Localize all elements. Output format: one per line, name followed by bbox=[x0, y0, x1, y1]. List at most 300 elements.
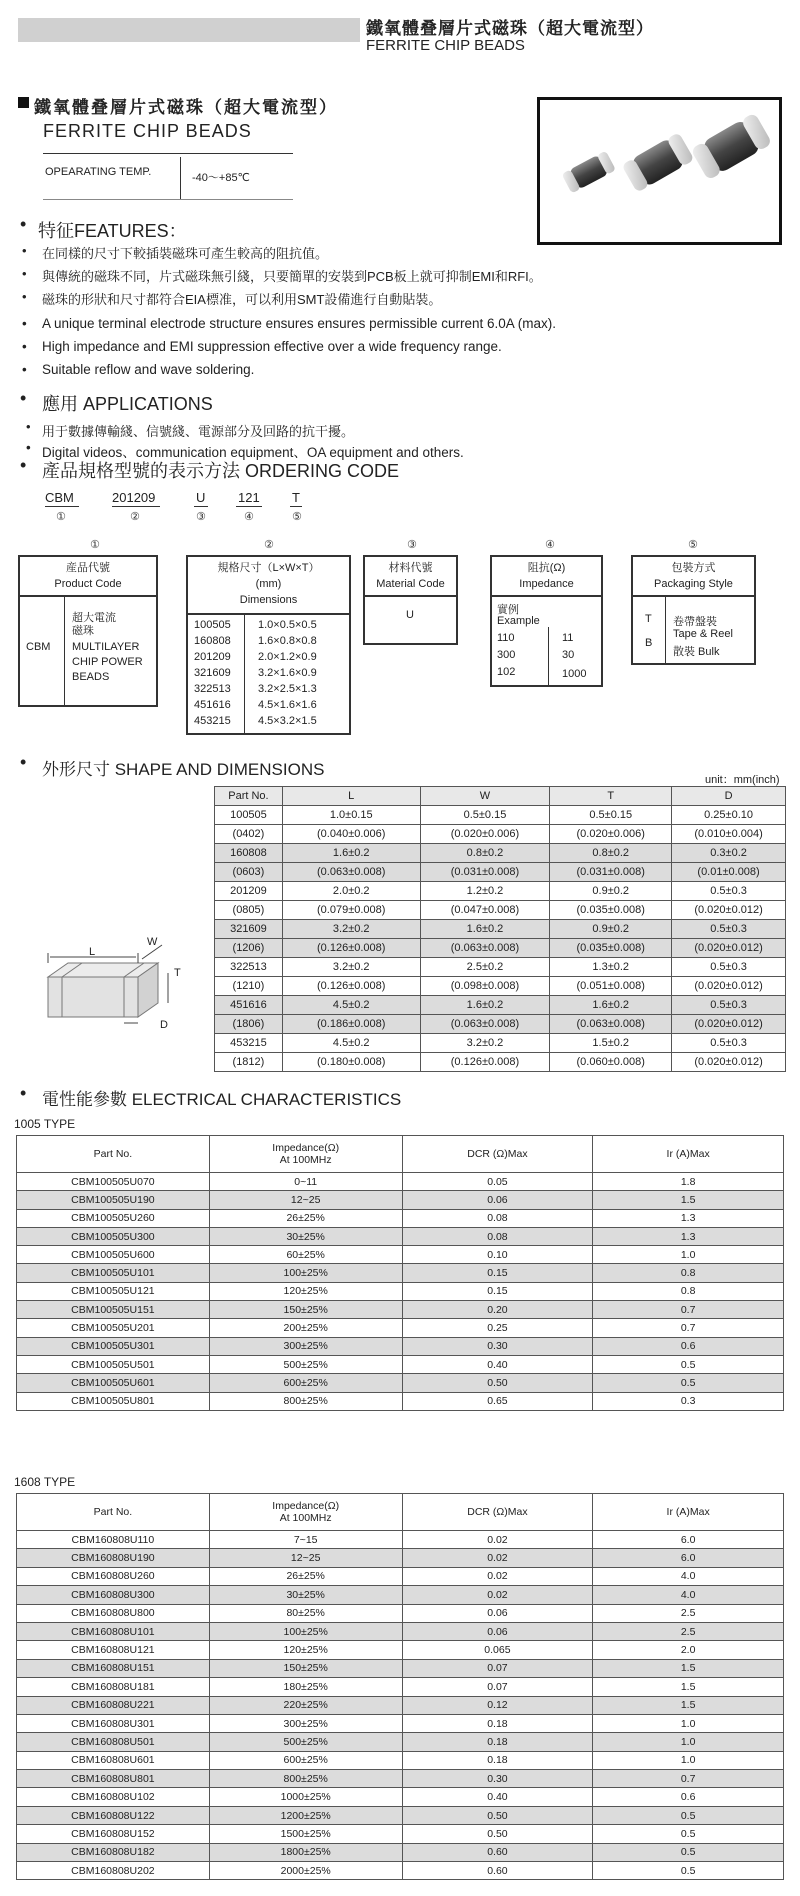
table-cell: CBM100505U101 bbox=[17, 1264, 210, 1282]
table-cell: 60±25% bbox=[209, 1246, 402, 1264]
code-part: 201209 bbox=[112, 490, 156, 505]
table-cell: 1500±25% bbox=[209, 1825, 402, 1843]
table-cell: (0805) bbox=[215, 901, 283, 920]
table-cell: 0.06 bbox=[402, 1622, 593, 1640]
table-row bbox=[215, 806, 786, 825]
feature-bullet: • bbox=[22, 339, 27, 354]
table-cell: 0.8±0.2 bbox=[420, 844, 550, 863]
type-1005-label: 1005 TYPE bbox=[14, 1117, 76, 1131]
table-row bbox=[17, 1843, 784, 1861]
table-cell: 0.15 bbox=[402, 1264, 593, 1282]
table-row bbox=[17, 1355, 784, 1373]
table-cell: 0~11 bbox=[209, 1173, 402, 1191]
table-cell: (1206) bbox=[215, 939, 283, 958]
product-desc-cn1: 超大電流 bbox=[72, 612, 116, 624]
table-cell: 0.8±0.2 bbox=[550, 844, 672, 863]
table-row bbox=[17, 1586, 784, 1604]
table-cell: 0.18 bbox=[402, 1733, 593, 1751]
table-cell: 0.08 bbox=[402, 1227, 593, 1245]
table-cell: 180±25% bbox=[209, 1678, 402, 1696]
table-cell: 600±25% bbox=[209, 1374, 402, 1392]
table-cell: 500±25% bbox=[209, 1733, 402, 1751]
material-code-en: Material Code bbox=[376, 578, 445, 590]
code-underline bbox=[236, 506, 262, 507]
table-cell: (0.063±0.008) bbox=[420, 939, 550, 958]
table-cell: (0603) bbox=[215, 863, 283, 882]
table-cell: 0.8 bbox=[593, 1264, 784, 1282]
table-cell: 0.05 bbox=[402, 1173, 593, 1191]
feature-cn-1: 在同樣的尺寸下較插裝磁珠可產生較高的阻抗值。 bbox=[42, 246, 329, 261]
table-cell: 0.02 bbox=[402, 1567, 593, 1585]
table-cell: CBM100505U260 bbox=[17, 1209, 210, 1227]
table-row bbox=[17, 1549, 784, 1567]
table-cell: 321609 bbox=[215, 920, 283, 939]
table-cell: (0.020±0.012) bbox=[672, 977, 786, 996]
chip-beads-image bbox=[540, 100, 779, 242]
dimension-size: 1.0×0.5×0.5 bbox=[258, 619, 317, 631]
table-cell: 26±25% bbox=[209, 1567, 402, 1585]
label-l: L bbox=[89, 946, 96, 958]
packaging-t-cn: 卷帶盤裝 bbox=[673, 616, 717, 628]
product-desc-en3: BEADS bbox=[72, 671, 110, 683]
packaging-b-cn: 散裝 Bulk bbox=[673, 646, 720, 658]
table-cell: 100505 bbox=[215, 806, 283, 825]
table-cell: (0.047±0.008) bbox=[420, 901, 550, 920]
table-row bbox=[215, 825, 786, 844]
table-row bbox=[215, 844, 786, 863]
table-cell: 0.18 bbox=[402, 1751, 593, 1769]
table-cell: CBM160808U151 bbox=[17, 1659, 210, 1677]
box-index: ④ bbox=[545, 539, 555, 551]
table-cell: 0.15 bbox=[402, 1282, 593, 1300]
code-index: ⑤ bbox=[292, 511, 302, 523]
table-cell: 0.7 bbox=[593, 1319, 784, 1337]
table-row bbox=[17, 1264, 784, 1282]
shape-title: 外形尺寸 SHAPE AND DIMENSIONS bbox=[42, 760, 325, 779]
table-cell: 1.0 bbox=[593, 1714, 784, 1732]
table-row bbox=[17, 1788, 784, 1806]
table-cell: 0.3±0.2 bbox=[672, 844, 786, 863]
table-cell: 0.6 bbox=[593, 1337, 784, 1355]
table-cell: 1.5 bbox=[593, 1678, 784, 1696]
table-cell: 0.5±0.15 bbox=[420, 806, 550, 825]
table-row bbox=[215, 939, 786, 958]
col-header: L bbox=[282, 787, 420, 806]
table-cell: CBM160808U300 bbox=[17, 1586, 210, 1604]
table-cell: (0.180±0.008) bbox=[282, 1053, 420, 1072]
table-cell: (0.098±0.008) bbox=[420, 977, 550, 996]
divider bbox=[64, 597, 65, 705]
feature-bullet: • bbox=[22, 289, 27, 304]
table-row bbox=[17, 1622, 784, 1640]
dimension-row bbox=[188, 683, 349, 699]
table-row bbox=[215, 920, 786, 939]
table-cell: 0.10 bbox=[402, 1246, 593, 1264]
table-cell: 0.5 bbox=[593, 1806, 784, 1824]
table-cell: 453215 bbox=[215, 1034, 283, 1053]
code-index: ① bbox=[56, 511, 66, 523]
table-cell: 100±25% bbox=[209, 1264, 402, 1282]
table-cell: 1.3 bbox=[593, 1209, 784, 1227]
table-cell: (0.079±0.008) bbox=[282, 901, 420, 920]
packaging-t-en: Tape & Reel bbox=[673, 628, 733, 640]
box-index: ② bbox=[264, 539, 274, 551]
table-cell: 0.02 bbox=[402, 1586, 593, 1604]
impedance-ohm: 1000 bbox=[562, 668, 587, 680]
bullet-icon: • bbox=[20, 388, 27, 408]
table-cell: 1.0±0.15 bbox=[282, 806, 420, 825]
dimension-row bbox=[188, 635, 349, 651]
table-cell: 0.5±0.3 bbox=[672, 996, 786, 1015]
dimension-size: 2.0×1.2×0.9 bbox=[258, 651, 317, 663]
impedance-code: 300 bbox=[497, 649, 516, 661]
table-cell: (0.035±0.008) bbox=[550, 939, 672, 958]
table-row bbox=[17, 1696, 784, 1714]
table-cell: 1.3±0.2 bbox=[550, 958, 672, 977]
table-cell: 1.5 bbox=[593, 1696, 784, 1714]
dimension-size: 3.2×2.5×1.3 bbox=[258, 683, 317, 695]
dimension-row bbox=[188, 715, 349, 731]
table-cell: 800±25% bbox=[209, 1770, 402, 1788]
table-cell: 3.2±0.2 bbox=[282, 920, 420, 939]
table-cell: CBM160808U190 bbox=[17, 1549, 210, 1567]
table-row bbox=[17, 1567, 784, 1585]
material-code-value: U bbox=[406, 609, 414, 621]
table-cell: 0.30 bbox=[402, 1770, 593, 1788]
table-cell: CBM160808U221 bbox=[17, 1696, 210, 1714]
product-code-value: CBM bbox=[26, 641, 51, 653]
impedance-example-cn: 實例 bbox=[497, 604, 519, 616]
col-header: DCR (Ω)Max bbox=[402, 1494, 593, 1531]
table-row bbox=[215, 1015, 786, 1034]
table-row bbox=[17, 1301, 784, 1319]
material-code-cn: 材料代號 bbox=[388, 562, 433, 574]
product-code-cn: 産品代號 bbox=[66, 562, 110, 574]
table-cell: 0.06 bbox=[402, 1604, 593, 1622]
col-header: DCR (Ω)Max bbox=[402, 1136, 593, 1173]
col-header: Part No. bbox=[215, 787, 283, 806]
table-cell: 0.5±0.3 bbox=[672, 920, 786, 939]
op-temp-label: OPEARATING TEMP. bbox=[45, 166, 152, 178]
feature-cn-2: 與傳統的磁珠不同，片式磁珠無引綫，只要簡單的安裝到PCB板上就可抑制EMI和RFI。 bbox=[42, 269, 542, 284]
product-desc-cn2: 磁珠 bbox=[72, 625, 94, 637]
table-cell: (0.031±0.008) bbox=[550, 863, 672, 882]
electrical-title: 電性能參數 ELECTRICAL CHARACTERISTICS bbox=[42, 1090, 402, 1109]
table-cell: 1.6±0.2 bbox=[420, 920, 550, 939]
table-cell: (0.126±0.008) bbox=[420, 1053, 550, 1072]
table-cell: 2.5±0.2 bbox=[420, 958, 550, 977]
label-d: D bbox=[160, 1019, 168, 1031]
label-w: W bbox=[147, 936, 158, 948]
box-index: ① bbox=[90, 539, 100, 551]
table-cell: 201209 bbox=[215, 882, 283, 901]
feature-cn-3: 磁珠的形狀和尺寸都符合EIA標准，可以利用SMT設備進行自動貼裝。 bbox=[42, 292, 442, 307]
table-cell: (0.040±0.006) bbox=[282, 825, 420, 844]
table-cell: 3.2±0.2 bbox=[420, 1034, 550, 1053]
table-cell: 1.2±0.2 bbox=[420, 882, 550, 901]
table-cell: 0.5 bbox=[593, 1825, 784, 1843]
table-cell: (0.051±0.008) bbox=[550, 977, 672, 996]
table-cell: CBM100505U300 bbox=[17, 1227, 210, 1245]
table-cell: 0.7 bbox=[593, 1770, 784, 1788]
table-cell: 0.065 bbox=[402, 1641, 593, 1659]
table-cell: 800±25% bbox=[209, 1392, 402, 1410]
table-cell: CBM160808U110 bbox=[17, 1531, 210, 1549]
table-cell: (0402) bbox=[215, 825, 283, 844]
table-cell: 0.5±0.15 bbox=[550, 806, 672, 825]
table-row bbox=[215, 958, 786, 977]
freq-label: At 100MHz bbox=[279, 1512, 332, 1524]
table-cell: 120±25% bbox=[209, 1641, 402, 1659]
table-row bbox=[215, 977, 786, 996]
col-header: T bbox=[550, 787, 672, 806]
dimension-size: 4.5×1.6×1.6 bbox=[258, 699, 317, 711]
dimension-size: 1.6×0.8×0.8 bbox=[258, 635, 317, 647]
table-row bbox=[215, 882, 786, 901]
applications-title: 應用 APPLICATIONS bbox=[42, 394, 213, 414]
table-cell: 4.5±0.2 bbox=[282, 1034, 420, 1053]
col-header: W bbox=[420, 787, 550, 806]
table-cell: 30±25% bbox=[209, 1227, 402, 1245]
code-underline bbox=[290, 506, 302, 507]
table-cell: (0.031±0.008) bbox=[420, 863, 550, 882]
table-cell: 0.5±0.3 bbox=[672, 958, 786, 977]
table-cell: 0.40 bbox=[402, 1355, 593, 1373]
table-cell: 2.0±0.2 bbox=[282, 882, 420, 901]
product-desc-en1: MULTILAYER bbox=[72, 641, 140, 653]
table-cell: 0.12 bbox=[402, 1696, 593, 1714]
box-index: ③ bbox=[407, 539, 417, 551]
code-part: T bbox=[292, 490, 300, 505]
impedance-code: 110 bbox=[497, 632, 515, 644]
table-cell: 3.2±0.2 bbox=[282, 958, 420, 977]
table-row bbox=[17, 1678, 784, 1696]
col-header-impedance bbox=[209, 1136, 402, 1173]
table-cell: 0.60 bbox=[402, 1843, 593, 1861]
table-cell: 0.18 bbox=[402, 1714, 593, 1732]
product-photo bbox=[537, 97, 782, 245]
impedance-example-en: Example bbox=[497, 615, 540, 627]
dimension-code: 453215 bbox=[194, 715, 231, 727]
table-row bbox=[17, 1191, 784, 1209]
table-cell: CBM160808U102 bbox=[17, 1788, 210, 1806]
table-row bbox=[17, 1770, 784, 1788]
table-cell: 4.5±0.2 bbox=[282, 996, 420, 1015]
table-cell: CBM160808U152 bbox=[17, 1825, 210, 1843]
table-cell: 0.07 bbox=[402, 1678, 593, 1696]
freq-label: At 100MHz bbox=[279, 1154, 332, 1166]
impedance-ohm: 11 bbox=[562, 632, 574, 644]
dimension-row bbox=[188, 651, 349, 667]
table-cell: CBM160808U101 bbox=[17, 1622, 210, 1640]
code-index: ③ bbox=[196, 511, 206, 523]
feature-bullet: • bbox=[22, 266, 27, 281]
table-cell: 2.0 bbox=[593, 1641, 784, 1659]
product-code-en: Product Code bbox=[54, 578, 122, 590]
table-cell: 0.65 bbox=[402, 1392, 593, 1410]
table-row bbox=[215, 1053, 786, 1072]
dimension-size: 4.5×3.2×1.5 bbox=[258, 715, 317, 727]
dimension-row bbox=[188, 619, 349, 635]
table-cell: (0.060±0.008) bbox=[550, 1053, 672, 1072]
dimensions-cn: 規格尺寸（L×W×T） bbox=[217, 562, 320, 574]
table-cell: CBM100505U121 bbox=[17, 1282, 210, 1300]
table-cell: 4.0 bbox=[593, 1567, 784, 1585]
table-1005 bbox=[16, 1135, 784, 1411]
dimensions-list bbox=[188, 619, 349, 731]
impedance-en: Impedance bbox=[519, 578, 574, 590]
table-cell: 0.06 bbox=[402, 1191, 593, 1209]
dimensions-table bbox=[214, 786, 786, 1072]
table-cell: (1806) bbox=[215, 1015, 283, 1034]
table-cell: CBM100505U201 bbox=[17, 1319, 210, 1337]
table-cell: (0.063±0.008) bbox=[550, 1015, 672, 1034]
col-header: D bbox=[672, 787, 786, 806]
table-cell: CBM100505U501 bbox=[17, 1355, 210, 1373]
table-cell: 0.50 bbox=[402, 1374, 593, 1392]
divider bbox=[180, 157, 181, 199]
table-cell: 500±25% bbox=[209, 1355, 402, 1373]
table-cell: CBM160808U501 bbox=[17, 1733, 210, 1751]
col-header: Ir (A)Max bbox=[593, 1136, 784, 1173]
impedance-code: 102 bbox=[497, 666, 516, 678]
header-bar bbox=[18, 18, 360, 42]
table-cell: 0.30 bbox=[402, 1337, 593, 1355]
feature-en-1: A unique terminal electrode structure ensures ensures permissible current 6.0A (max). bbox=[42, 316, 556, 331]
table-cell: 1.0 bbox=[593, 1751, 784, 1769]
table-cell: 1.3 bbox=[593, 1227, 784, 1245]
table-cell: CBM160808U202 bbox=[17, 1862, 210, 1880]
table-cell: CBM100505U070 bbox=[17, 1173, 210, 1191]
table-cell: 1000±25% bbox=[209, 1788, 402, 1806]
table-cell: CBM160808U301 bbox=[17, 1714, 210, 1732]
dimension-code: 100505 bbox=[194, 619, 231, 631]
table-cell: (1210) bbox=[215, 977, 283, 996]
table-cell: CBM160808U122 bbox=[17, 1806, 210, 1824]
code-underline bbox=[112, 506, 160, 507]
table-cell: CBM100505U600 bbox=[17, 1246, 210, 1264]
table-row bbox=[17, 1825, 784, 1843]
col-header: Ir (A)Max bbox=[593, 1494, 784, 1531]
table-cell: 2000±25% bbox=[209, 1862, 402, 1880]
table-cell: (0.020±0.012) bbox=[672, 1053, 786, 1072]
table-cell: (0.020±0.006) bbox=[550, 825, 672, 844]
table-cell: 4.0 bbox=[593, 1586, 784, 1604]
table-cell: CBM100505U801 bbox=[17, 1392, 210, 1410]
table-row bbox=[17, 1659, 784, 1677]
table-cell: 1.5 bbox=[593, 1191, 784, 1209]
table-cell: (0.063±0.008) bbox=[282, 863, 420, 882]
code-underline bbox=[194, 506, 208, 507]
table-row bbox=[17, 1806, 784, 1824]
table-row bbox=[17, 1337, 784, 1355]
bullet-icon: • bbox=[20, 455, 27, 475]
product-title-cn: 鐵氧體叠層片式磁珠（超大電流型） bbox=[34, 98, 338, 117]
box-index: ⑤ bbox=[688, 539, 698, 551]
col-header-impedance bbox=[209, 1494, 402, 1531]
dimension-code: 160808 bbox=[194, 635, 231, 647]
table-row bbox=[17, 1714, 784, 1732]
feature-bullet: • bbox=[22, 316, 27, 331]
op-temp-value: -40～+85℃ bbox=[192, 172, 250, 184]
table-cell: (0.186±0.008) bbox=[282, 1015, 420, 1034]
packaging-box bbox=[631, 555, 756, 665]
table-row bbox=[17, 1227, 784, 1245]
unit-label: unit：mm(inch) bbox=[705, 774, 780, 786]
feature-bullet: • bbox=[22, 243, 27, 258]
label-t: T bbox=[174, 967, 181, 979]
divider bbox=[43, 199, 293, 200]
table-cell: (0.01±0.008) bbox=[672, 863, 786, 882]
bullet-icon: • bbox=[20, 752, 27, 772]
product-desc-en2: CHIP POWER bbox=[72, 656, 143, 668]
table-cell: 30±25% bbox=[209, 1586, 402, 1604]
table-cell: (0.010±0.004) bbox=[672, 825, 786, 844]
table-row bbox=[215, 901, 786, 920]
table-cell: 1.6±0.2 bbox=[420, 996, 550, 1015]
table-cell: CBM160808U121 bbox=[17, 1641, 210, 1659]
table-row bbox=[17, 1319, 784, 1337]
table-cell: CBM160808U181 bbox=[17, 1678, 210, 1696]
table-cell: 150±25% bbox=[209, 1659, 402, 1677]
table-cell: CBM160808U260 bbox=[17, 1567, 210, 1585]
header-title-en: FERRITE CHIP BEADS bbox=[366, 37, 525, 54]
ordering-title: 產品規格型號的表示方法 ORDERING CODE bbox=[42, 461, 400, 481]
table-cell: 322513 bbox=[215, 958, 283, 977]
table-cell: CBM100505U190 bbox=[17, 1191, 210, 1209]
table-row bbox=[17, 1173, 784, 1191]
table-cell: 451616 bbox=[215, 996, 283, 1015]
app-bullet: • bbox=[26, 419, 31, 434]
table-cell: 100±25% bbox=[209, 1622, 402, 1640]
table-row bbox=[17, 1392, 784, 1410]
table-cell: 0.02 bbox=[402, 1549, 593, 1567]
table-cell: 0.60 bbox=[402, 1862, 593, 1880]
table-row bbox=[17, 1733, 784, 1751]
table-row bbox=[17, 1374, 784, 1392]
table-cell: 1.8 bbox=[593, 1173, 784, 1191]
table-cell: CBM100505U601 bbox=[17, 1374, 210, 1392]
table-row bbox=[215, 863, 786, 882]
table-row bbox=[17, 1246, 784, 1264]
dimension-code: 321609 bbox=[194, 667, 231, 679]
table-cell: 1800±25% bbox=[209, 1843, 402, 1861]
table-cell: 300±25% bbox=[209, 1337, 402, 1355]
feature-bullet: • bbox=[22, 362, 27, 377]
table-cell: 0.9±0.2 bbox=[550, 882, 672, 901]
table-cell: (0.020±0.012) bbox=[672, 939, 786, 958]
application-en: Digital videos、communication equipment、OA equipment and others. bbox=[42, 445, 464, 460]
code-index: ④ bbox=[244, 511, 254, 523]
table-cell: 0.02 bbox=[402, 1531, 593, 1549]
table-row bbox=[17, 1641, 784, 1659]
table-cell: 0.5±0.3 bbox=[672, 1034, 786, 1053]
table-cell: 80±25% bbox=[209, 1604, 402, 1622]
table-cell: (0.020±0.012) bbox=[672, 1015, 786, 1034]
packaging-b: B bbox=[645, 637, 653, 649]
table-cell: 0.08 bbox=[402, 1209, 593, 1227]
dimension-row bbox=[188, 699, 349, 715]
table-cell: (0.020±0.006) bbox=[420, 825, 550, 844]
table-cell: (0.126±0.008) bbox=[282, 939, 420, 958]
dimension-code: 201209 bbox=[194, 651, 231, 663]
application-cn: 用于數據傳輸綫、信號綫、電源部分及回路的抗干擾。 bbox=[42, 424, 355, 439]
table-cell: 1.0 bbox=[593, 1733, 784, 1751]
table-cell: 0.5±0.3 bbox=[672, 882, 786, 901]
header-title-cn: 鐵氧體叠層片式磁珠（超大電流型） bbox=[366, 19, 654, 38]
table-cell: CBM100505U301 bbox=[17, 1337, 210, 1355]
table-cell: 1200±25% bbox=[209, 1806, 402, 1824]
